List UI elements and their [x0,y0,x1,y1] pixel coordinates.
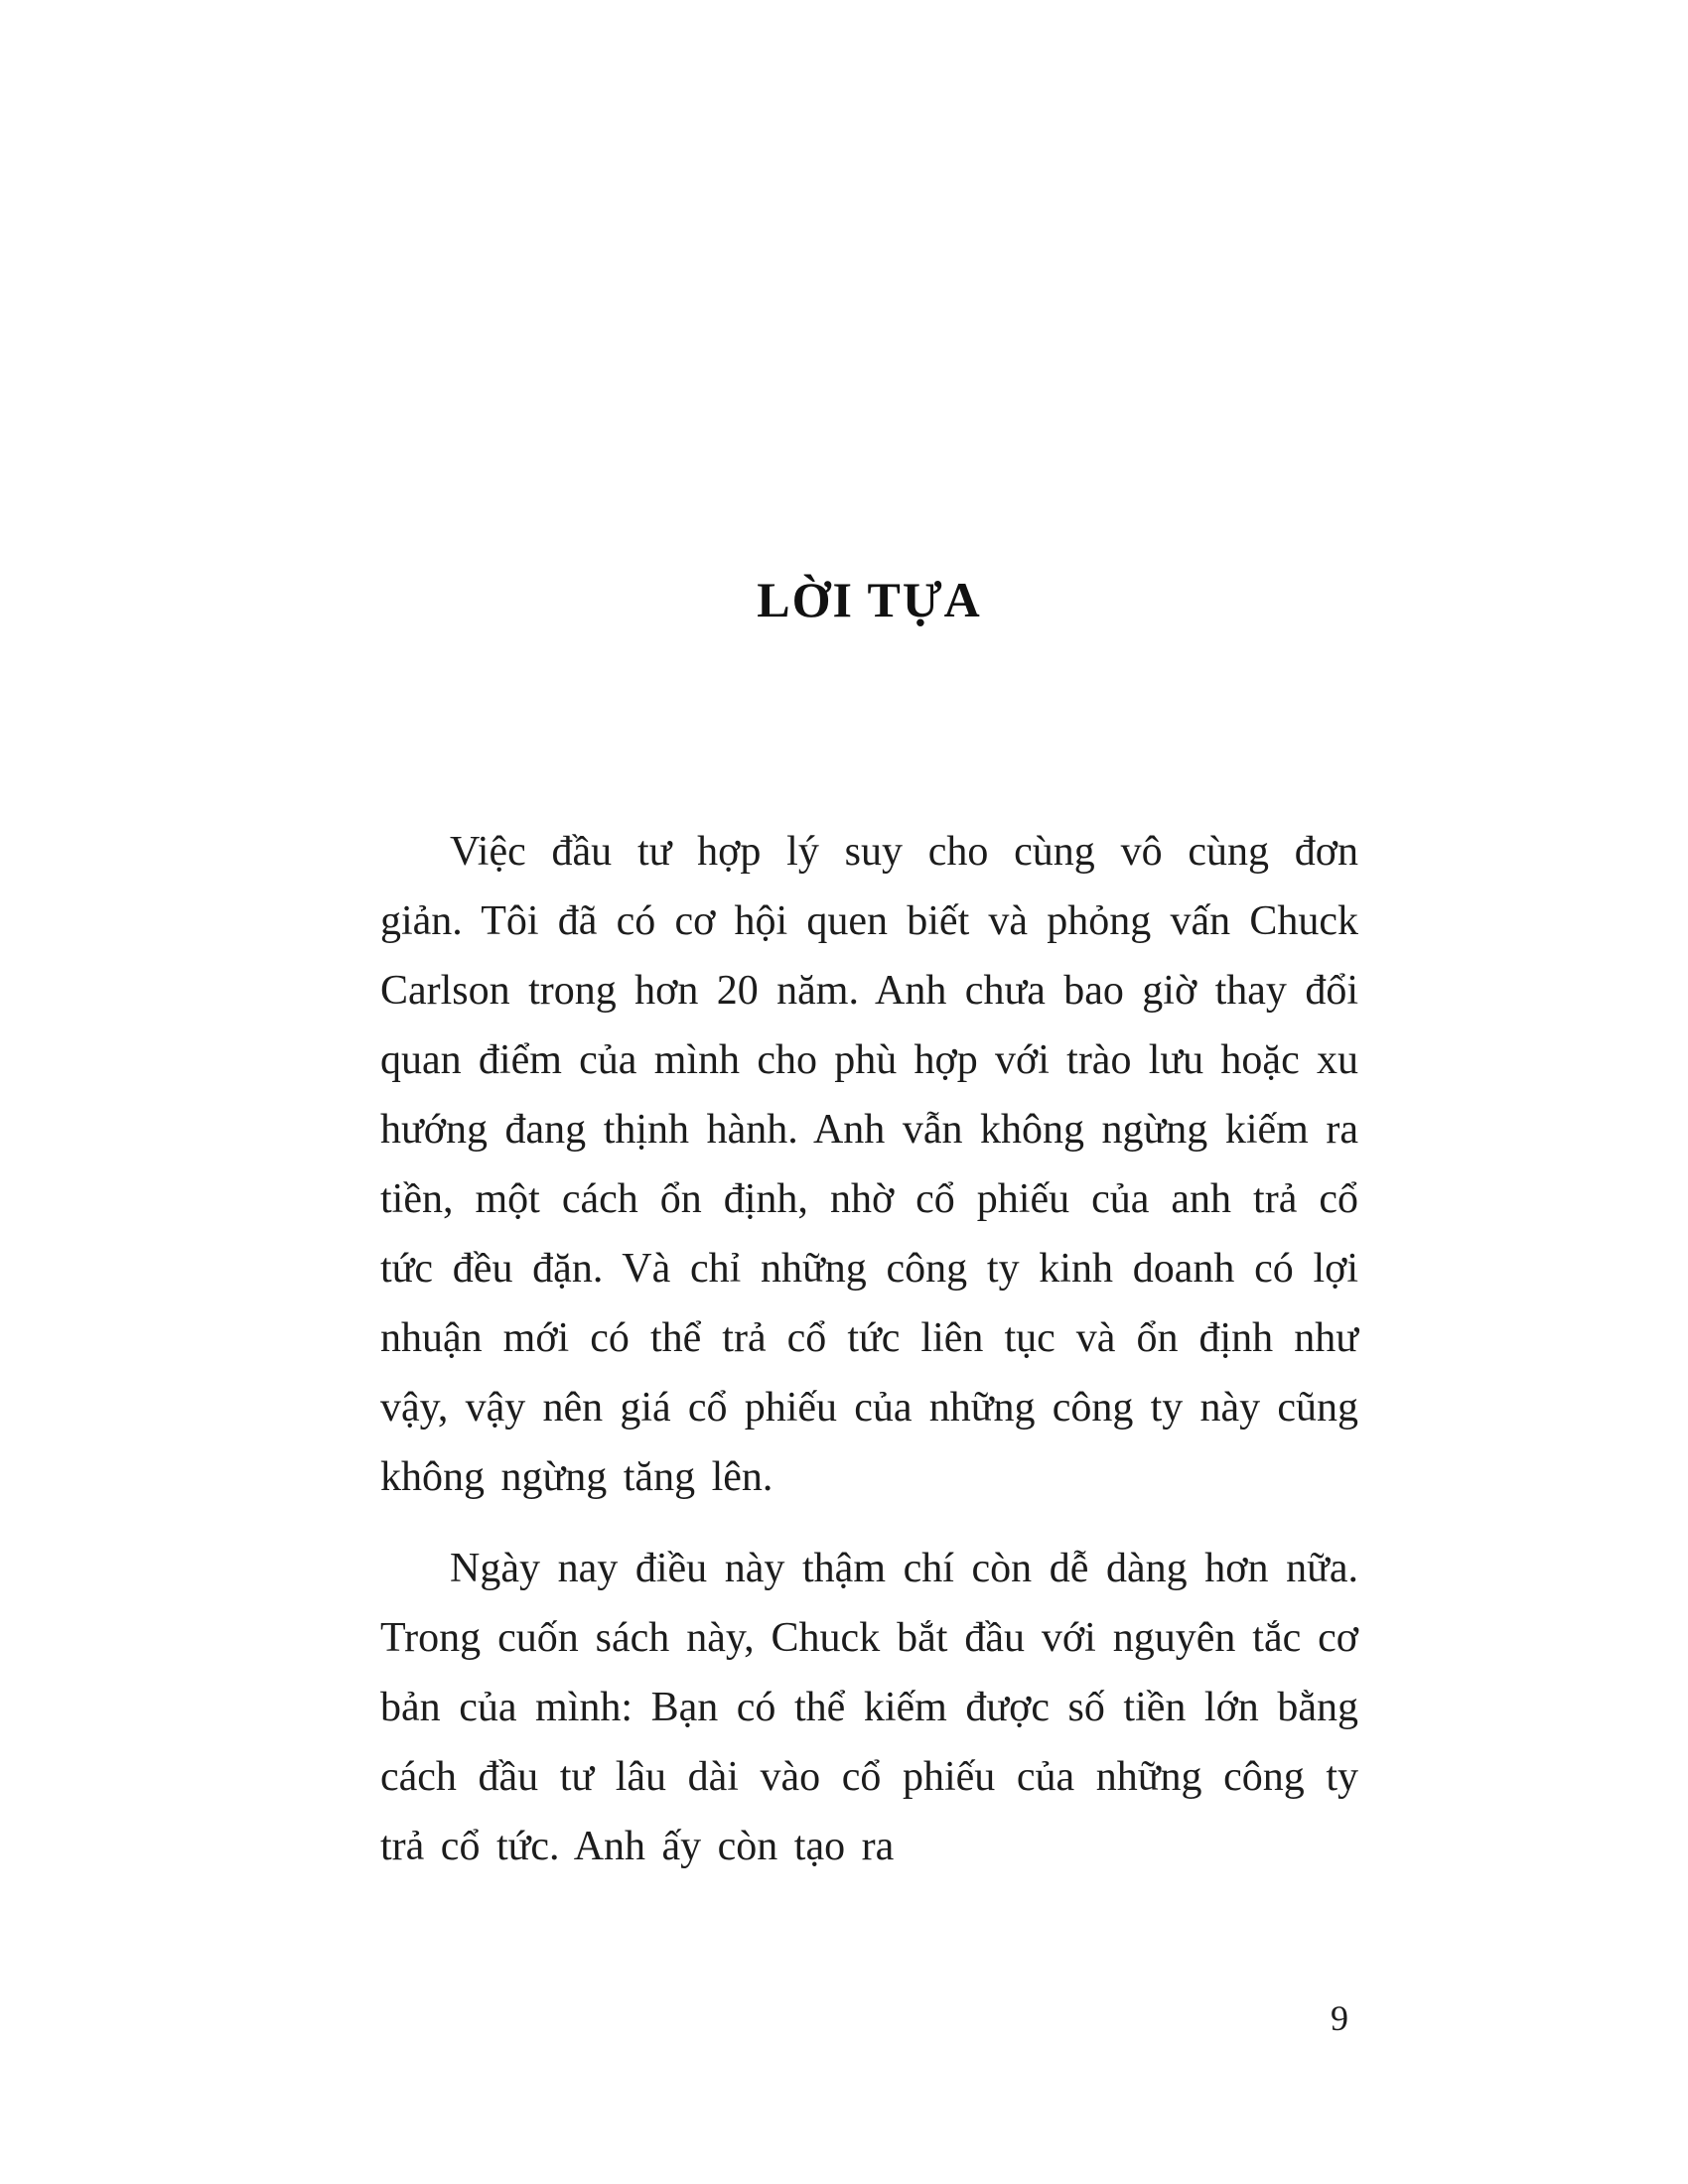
text-column [380,571,1358,1903]
page-number: 9 [1331,1998,1348,2038]
paragraph: Việc đầu tư hợp lý suy cho cùng vô cùng đơn giản. Tôi đã có cơ hội quen biết và phỏng vấn Chuck Carlson trong hơn 20 năm. Anh chưa bao giờ thay đổi quan điểm của mình cho phù hợp với trào lưu hoặc xu hướng đang thịnh hành. Anh vẫn không ngừng kiếm ra tiền, một cách ổn định, nhờ cổ phiếu của anh trả cổ tức đều đặn. Và chỉ những công ty kinh doanh có lợi nhuận mới có thể trả cổ tức liên tục và ổn định như vậy, vậy nên giá cổ phiếu của những công ty này cũng không ngừng tăng lên. [380,829,1358,1500]
page-title: LỜI TỰA [757,572,982,627]
paragraph: Ngày nay điều này thậm chí còn dễ dàng hơn nữa. Trong cuốn sách này, Chuck bắt đầu với nguyên tắc cơ bản của mình: Bạn có thể kiếm được số tiền lớn bằng cách đầu tư lâu dài vào cổ phiếu của những công ty trả cổ tức. Anh ấy còn tạo ra [380,1546,1358,1869]
